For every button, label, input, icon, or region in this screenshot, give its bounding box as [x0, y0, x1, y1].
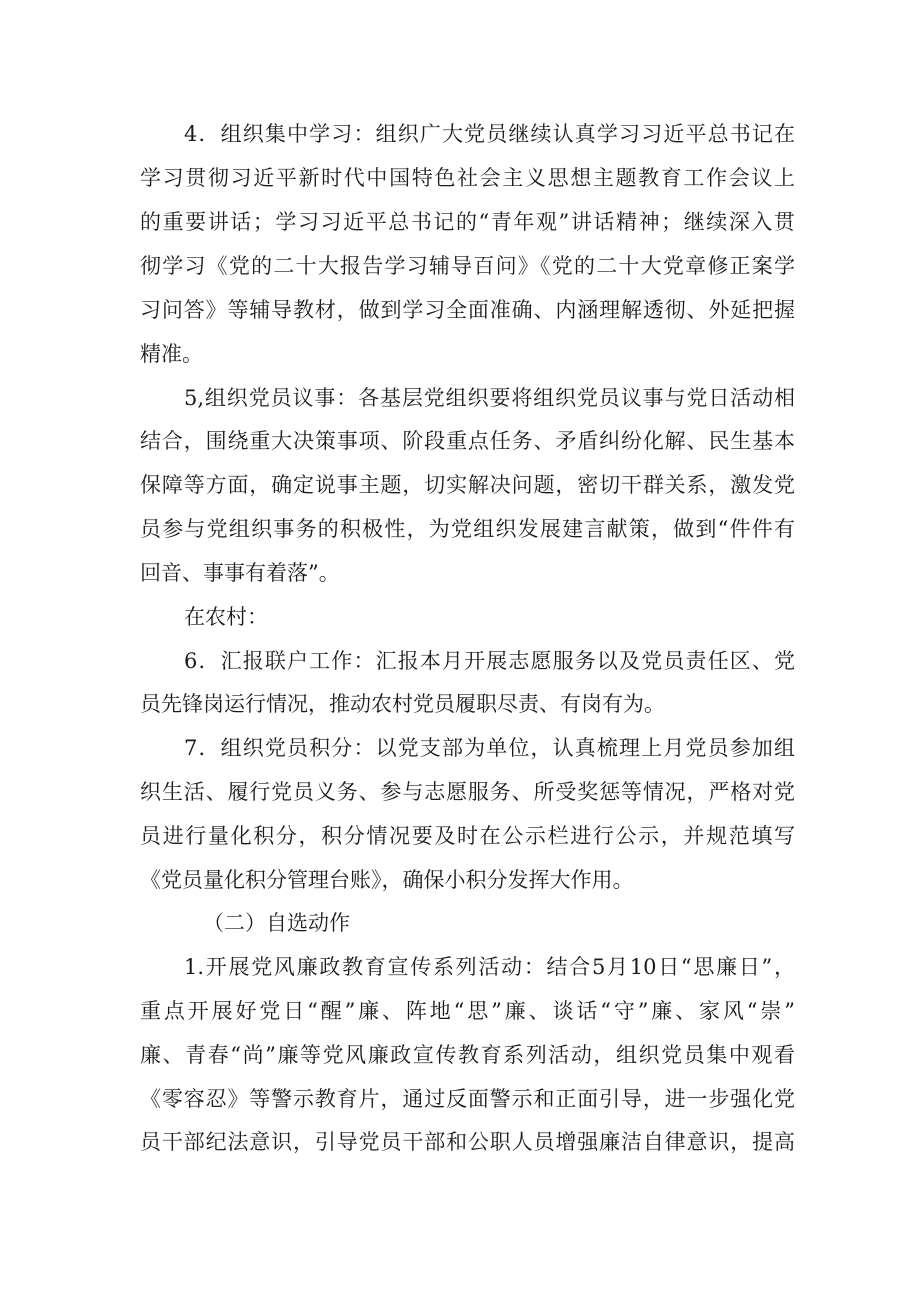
item-6-line-1: 6．汇报联户工作：汇报本月开展志愿服务以及党员责任区、党 [184, 649, 795, 673]
optional-1-line-2: 重点开展好党日“醒”廉、阵地“思”廉、谈话“守”廉、家风“崇” [140, 999, 795, 1023]
item-5-line-3: 保障等方面，确定说事主题，切实解决问题，密切干群关系，激发党 [140, 473, 795, 497]
item-7-line-1: 7．组织党员积分：以党支部为单位，认真梳理上月党员参加组 [184, 736, 795, 760]
item-5-line-4: 员参与党组织事务的积极性，为党组织发展建言献策，做到“件件有 [140, 517, 795, 541]
item-7-line-2: 织生活、履行党员义务、参与志愿服务、所受奖惩等情况，严格对党 [140, 780, 795, 804]
item-5-line-2: 结合，围绕重大决策事项、阶段重点任务、矛盾纠纷化解、民生基本 [140, 429, 795, 453]
item-7-line-4: 《党员量化积分管理台账》，确保小积分发挥大作用。 [140, 868, 634, 892]
rural-heading: 在农村： [184, 605, 268, 629]
optional-1-line-3: 廉、青春“尚”廉等党风廉政宣传教育系列活动，组织党员集中观看 [140, 1043, 795, 1067]
optional-1-line-4: 《零容忍》等警示教育片，通过反面警示和正面引导，进一步强化党 [140, 1087, 795, 1111]
optional-1-line-1: 1.开展党风廉政教育宣传系列活动：结合5月10日“思廉日”， [184, 955, 795, 979]
section-2-heading: （二）自选动作 [203, 911, 350, 935]
item-6-line-2: 员先锋岗运行情况，推动农村党员履职尽责、有岗有为。 [140, 692, 665, 716]
item-7-line-3: 员进行量化积分，积分情况要及时在公示栏进行公示，并规范填写 [140, 824, 795, 848]
item-4-line-5: 习问答》等辅导教材，做到学习全面准确、内涵理解透彻、外延把握 [140, 298, 795, 322]
item-5-line-1: 5,组织党员议事：各基层党组织要将组织党员议事与党日活动相 [184, 386, 795, 410]
item-4-line-6: 精准。 [140, 342, 203, 366]
item-5-line-5: 回音、事事有着落”。 [140, 561, 340, 585]
item-4-line-3: 的重要讲话；学习习近平总书记的“青年观”讲话精神；继续深入贯 [140, 210, 795, 234]
optional-1-line-5: 员干部纪法意识，引导党员干部和公职人员增强廉洁自律意识，提高 [140, 1130, 795, 1154]
item-4-line-1: 4．组织集中学习：组织广大党员继续认真学习习近平总书记在 [184, 122, 795, 146]
item-4-line-4: 彻学习《党的二十大报告学习辅导百问》《党的二十大党章修正案学 [140, 254, 795, 278]
item-4-line-2: 学习贯彻习近平新时代中国特色社会主义思想主题教育工作会议上 [140, 166, 795, 190]
